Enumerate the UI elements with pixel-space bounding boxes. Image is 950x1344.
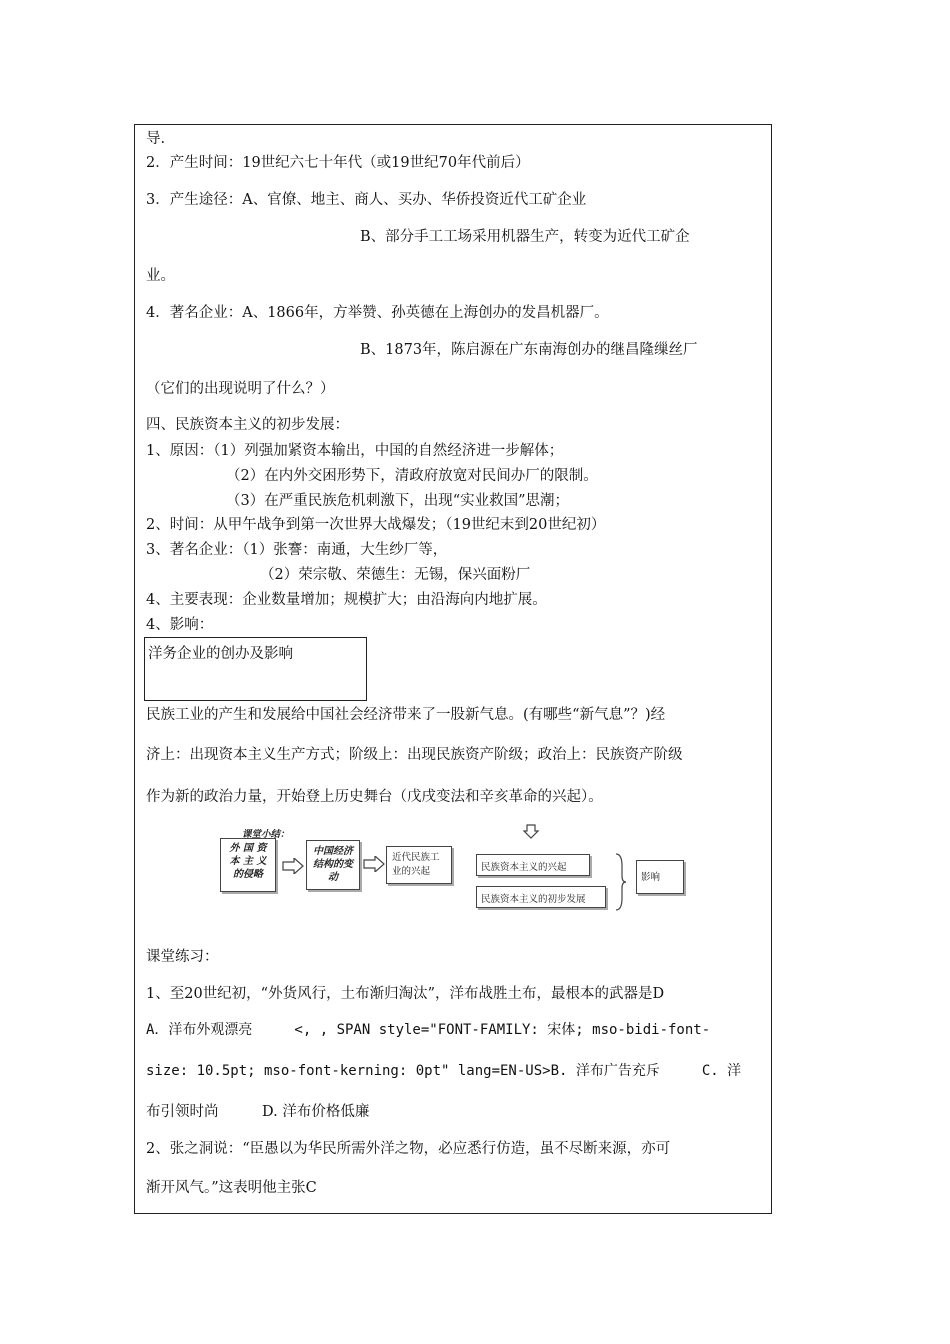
- text-line: 3、著名企业：（1）张謇：南通，大生纱厂等，: [146, 542, 448, 558]
- text-line: 渐开风气。”这表明他主张C: [146, 1180, 317, 1196]
- text-line: 2．产生时间：19世纪六七十年代（或19世纪70年代前后）: [146, 155, 530, 171]
- text-line: （它们的出现说明了什么？）: [146, 381, 335, 397]
- arrow-right-icon: [363, 856, 385, 872]
- diagram-box-impact: 影响: [636, 860, 684, 894]
- text-line: 业。: [146, 268, 175, 284]
- diagram-title: 课堂小结：: [242, 829, 290, 840]
- text-line: 4、主要表现：企业数量增加；规模扩大；由沿海向内地扩展。: [146, 592, 547, 608]
- text-line: 2、时间：从甲午战争到第一次世界大战爆发；（19世纪末到20世纪初）: [146, 517, 606, 533]
- text-line: B、部分手工工场采用机器生产，转变为近代工矿企: [360, 229, 690, 245]
- diagram-box-rise: 民族资本主义的兴起: [476, 854, 590, 876]
- section-heading: 四、民族资本主义的初步发展：: [146, 417, 349, 433]
- section-heading: 课堂练习：: [146, 949, 219, 965]
- text-line: 4．著名企业：A、1866年，方举赞、孙英德在上海创办的发昌机器厂。: [146, 305, 609, 321]
- text-line: A．洋布外观漂亮 <, , SPAN style="FONT-FAMILY: 宋体; mso-bidi-font-: [146, 1022, 711, 1038]
- text-line: 布引领时尚 D. 洋布价格低廉: [146, 1104, 370, 1120]
- arrow-right-icon: [282, 858, 304, 874]
- diagram-box-development: 民族资本主义的初步发展: [476, 886, 606, 908]
- text-line: 1、原因：（1）列强加紧资本输出，中国的自然经济进一步解体；: [146, 443, 564, 459]
- text-line: B、1873年，陈启源在广东南海创办的继昌隆缫丝厂: [360, 342, 698, 358]
- text-line: 济上：出现资本主义生产方式；阶级上：出现民族资产阶级；政治上：民族资产阶级: [146, 747, 683, 763]
- text-line: 民族工业的产生和发展给中国社会经济带来了一股新气息。(有哪些“新气息”？)经: [146, 707, 666, 723]
- text-line: 3．产生途径：A、官僚、地主、商人、买办、华侨投资近代工矿企业: [146, 192, 587, 208]
- text-line: 1、至20世纪初，“外货风行，土布渐归淘汰”，洋布战胜土布，最根本的武器是D: [146, 986, 665, 1002]
- text-line: （2）在内外交困形势下，清政府放宽对民间办厂的限制。: [226, 468, 598, 484]
- text-line: 4、影响：: [146, 617, 214, 633]
- diagram-box-economy: 中国经济结构的变动: [306, 840, 360, 890]
- text-box-label: 洋务企业的创办及影响: [148, 646, 293, 662]
- text-line: size: 10.5pt; mso-font-kerning: 0pt" lang=EN-US>B. 洋布广告充斥 C. 洋: [146, 1063, 742, 1079]
- text-line: （3）在严重民族危机刺激下，出现“实业救国”思潮；: [226, 493, 570, 509]
- brace-icon: [614, 852, 628, 912]
- diagram-box-aggression: 外 国 资 本 主 义 的侵略: [220, 838, 276, 892]
- arrow-down-icon: [523, 824, 539, 840]
- text-line: 作为新的政治力量，开始登上历史舞台（戊戌变法和辛亥革命的兴起）。: [146, 789, 603, 805]
- summary-diagram: [220, 824, 690, 934]
- text-line: 导.: [146, 131, 166, 147]
- text-line: （2）荣宗敬、荣德生：无锡，保兴面粉厂: [260, 567, 531, 583]
- text-box: [144, 637, 367, 701]
- diagram-box-rise-of-industry: 近代民族工业的兴起: [386, 846, 452, 884]
- text-line: 2、张之洞说：“臣愚以为华民所需外洋之物，必应悉行仿造，虽不尽断来源，亦可: [146, 1141, 671, 1157]
